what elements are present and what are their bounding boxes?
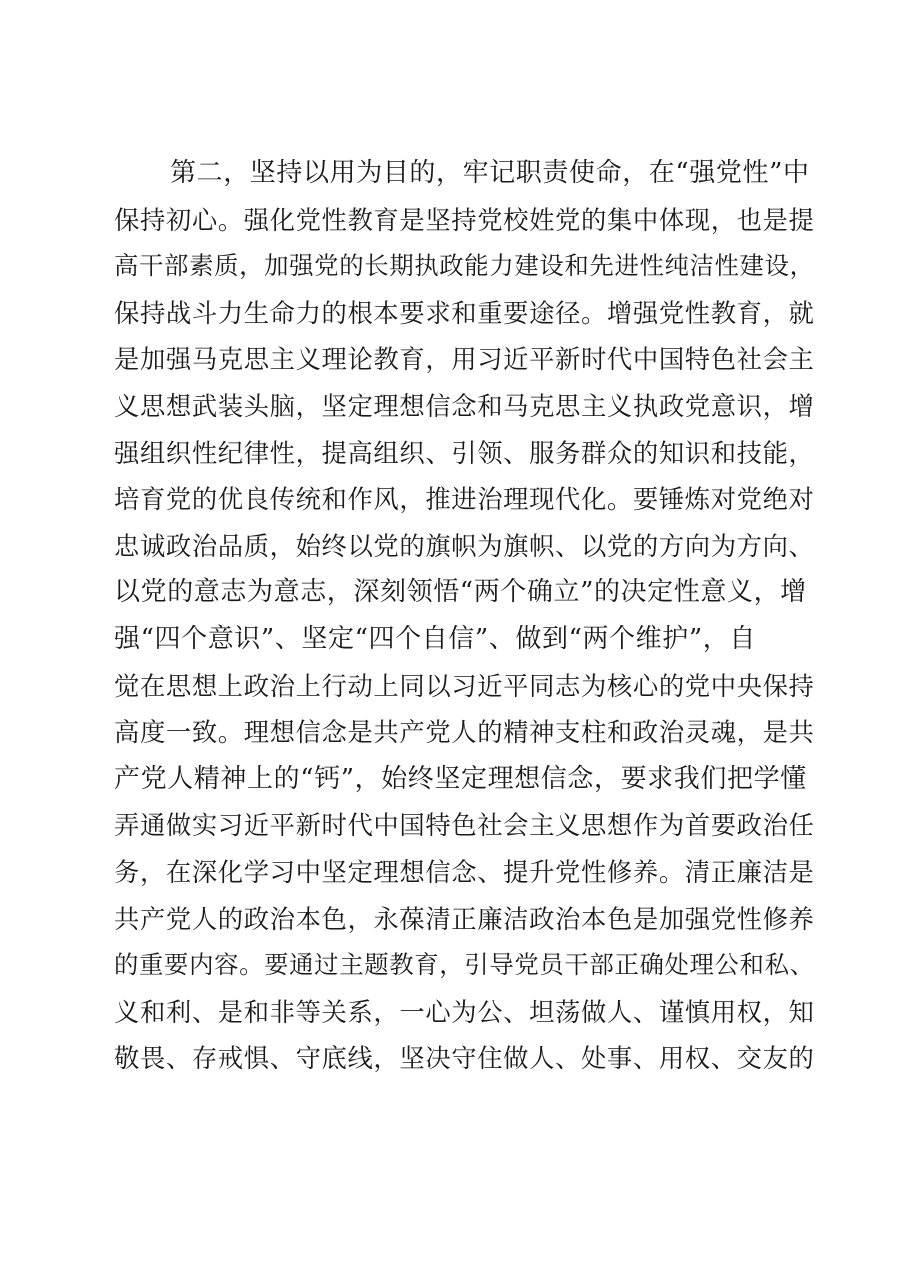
paragraph-line-10: 以党的意志为意志，深刻领悟“两个确立”的决定性意义，增 [114,577,807,608]
paragraph-line-5: 是加强马克思主义理论教育，用习近平新时代中国特色社会主 [114,344,815,375]
paragraph-line-11: 强“四个意识”、坚定“四个自信”、做到“两个维护”，自 [114,623,756,654]
paragraph-line-1: 第二，坚持以用为目的，牢记职责使命，在“强党性”中 [170,158,810,188]
paragraph-line-16: 务，在深化学习中坚定理想信念、提升党性修养。清正廉洁是 [114,856,815,887]
paragraph-line-2: 保持初心。强化党性教育是坚持党校姓党的集中体现，也是提 [114,204,815,235]
paragraph-line-15: 弄通做实习近平新时代中国特色社会主义思想作为首要政治任 [114,810,815,841]
paragraph-line-9: 忠诚政治品质，始终以党的旗帜为旗帜、以党的方向为方向、 [114,530,815,561]
paragraph-line-20: 敬畏、存戒惧、守底线，坚决守住做人、处事、用权、交友的 [114,1043,815,1074]
paragraph-line-13: 高度一致。理想信念是共产党人的精神支柱和政治灵魂，是共 [114,717,815,748]
paragraph-line-6: 义思想武装头脑，坚定理想信念和马克思主义执政党意识，增 [114,390,815,421]
paragraph-line-8: 培育党的优良传统和作风，推进治理现代化。要锤炼对党绝对 [114,484,815,515]
body-paragraph [114,150,815,1082]
paragraph-line-12: 觉在思想上政治上行动上同以习近平同志为核心的党中央保持 [114,670,815,701]
paragraph-line-19: 义和利、是和非等关系，一心为公、坦荡做人、谨慎用权，知 [114,996,815,1027]
paragraph-line-18: 的重要内容。要通过主题教育，引导党员干部正确处理公和私、 [114,950,815,980]
paragraph-line-14: 产党人精神上的“钙”，始终坚定理想信念，要求我们把学懂 [114,763,807,794]
paragraph-line-7: 强组织性纪律性，提高组织、引领、服务群众的知识和技能， [114,437,815,468]
paragraph-line-3: 高干部素质，加强党的长期执政能力建设和先进性纯洁性建设， [114,251,815,281]
paragraph-line-17: 共产党人的政治本色，永葆清正廉洁政治本色是加强党性修养 [114,903,815,934]
paragraph-line-4: 保持战斗力生命力的根本要求和重要途径。增强党性教育，就 [114,297,815,328]
